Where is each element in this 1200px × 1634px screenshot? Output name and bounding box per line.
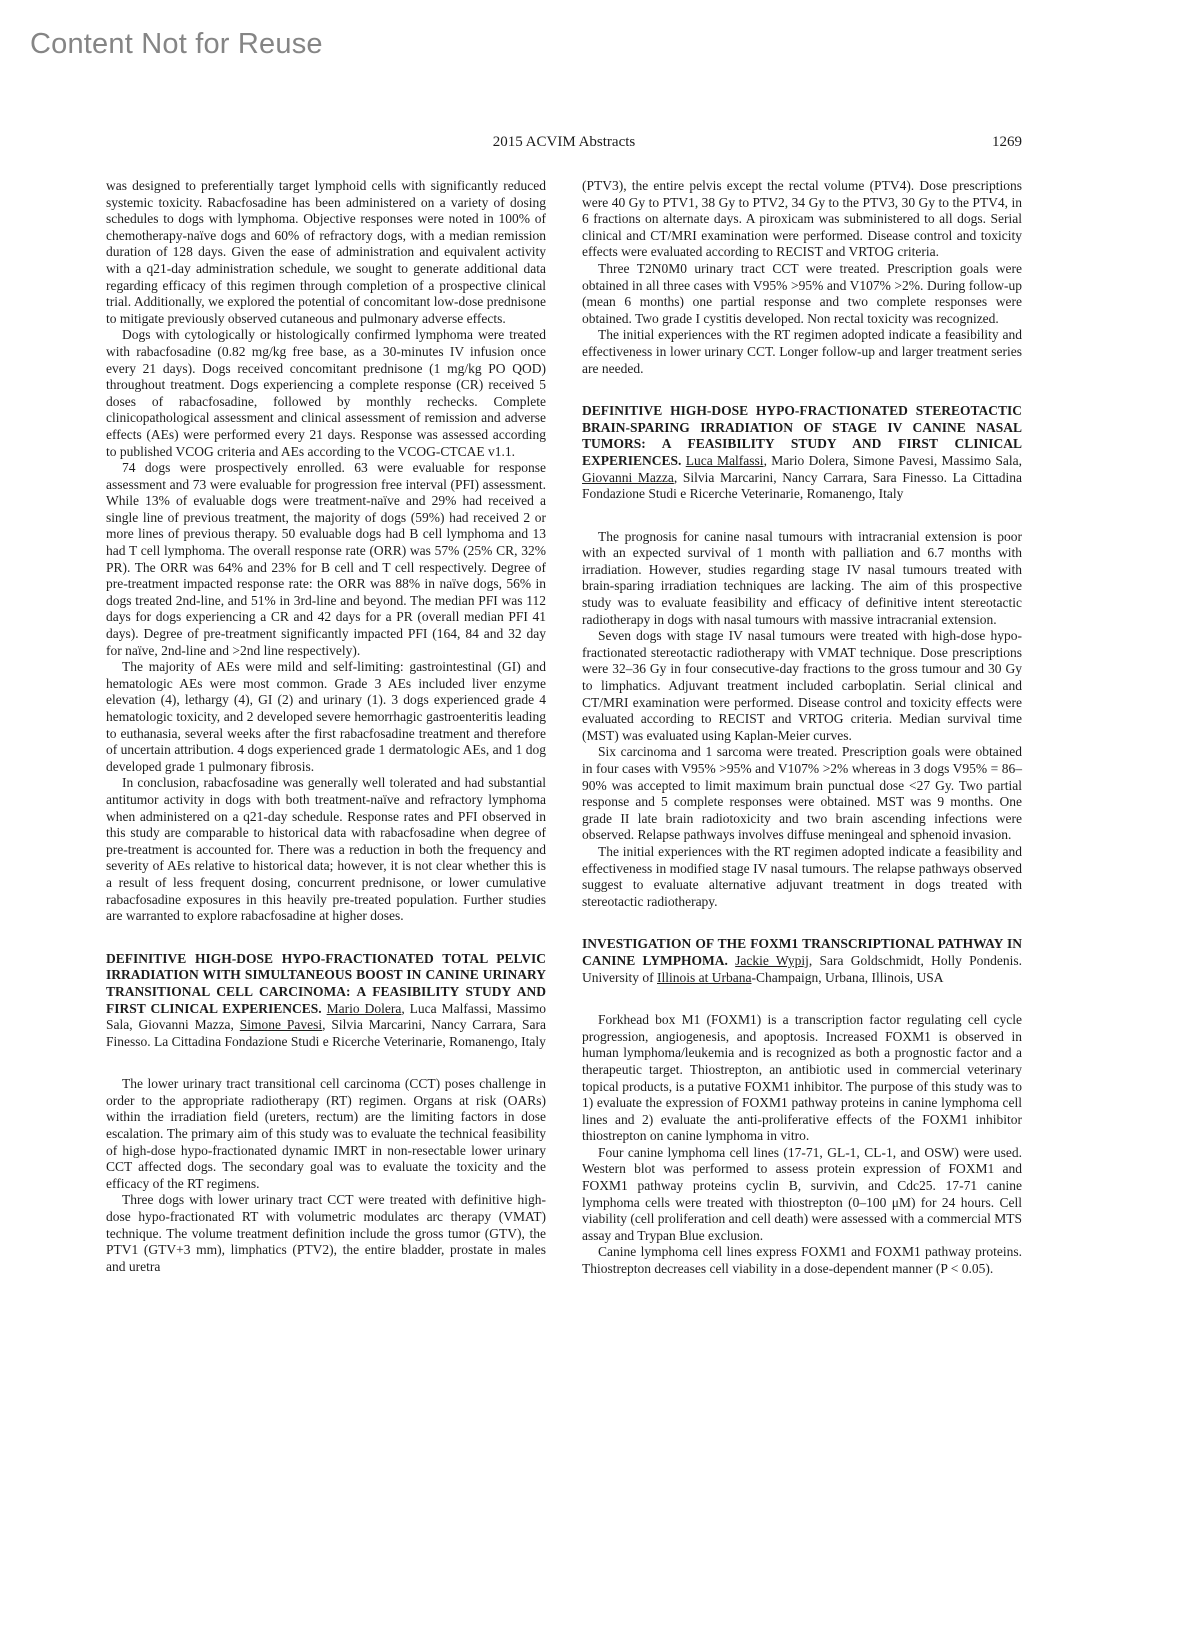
abstract-title: INVESTIGATION OF THE FOXM1 TRANSCRIPTIONAL PATHWAY IN CANINE LYMPHOMA. bbox=[582, 936, 1022, 968]
underlined-author: Simone Pavesi bbox=[239, 1017, 323, 1033]
author-list: , Luca Malfassi, Massimo Sala, Giovanni Mazza, bbox=[106, 1000, 546, 1033]
author-list: , Mario Dolera, Simone Pavesi, Massimo Sala, bbox=[763, 452, 1023, 468]
paragraph: was designed to preferentially target lymphoid cells with significantly reduced systemic toxicity. Rabacfosadine has been administered on a variety of dosing schedules to dogs with lymphoma. Objective responses were noted in 100% of chemotherapy-naïve dogs and 60% of refractory dogs, with a median remission duration of 128 days. Given the ease of administration and equivalent activity with a q21-day administration schedule, we sought to generate additional data regarding efficacy of this regimen through completion of a prospective clinical trial. Additionally, we explored the potential of concomitant low-dose prednisone to mitigate previously observed cutaneous and pulmonary adverse effects. bbox=[106, 178, 546, 326]
watermark: Content Not for Reuse bbox=[30, 28, 323, 60]
paragraph: 74 dogs were prospectively enrolled. 63 were evaluable for response assessment and 73 were evaluable for progression free interval (PFI) assessment. While 13% of evaluable dogs were treatment-naïve and 29% had received a single line of previous treatment, the majority of dogs (59%) had received 2 or more lines of previous therapy. 50 evaluable dogs had B cell lymphoma and 13 had T cell lymphoma. The overall response rate (ORR) was 57% (25% CR, 32% PR). The ORR was 64% and 23% for B cell and T cell respectively. Degree of pre-treatment impacted response rate: the ORR was 88% in naïve dogs, 56% in dogs treated 2nd-line, and 51% in 3rd-line and beyond. The median PFI was 112 days for dogs experiencing a CR and 42 days for a PR (overall median PFI 41 days). Degree of pre-treatment significantly impacted PFI (164, 84 and 32 day for naïve, 2nd-line and >2nd line respectively). bbox=[106, 460, 546, 658]
paragraph: The majority of AEs were mild and self-limiting: gastrointestinal (GI) and hematologic AEs were most common. Grade 3 AEs included liver enzyme elevation (4), lethargy (4), GI (2) and urinary (1). 3 dogs experienced grade 4 hematologic toxicity, and 2 developed severe hemorrhagic gastroenteritis leading to euthanasia, several weeks after the first rabacfosadine treatment and therefore of uncertain attribution. 4 dogs experienced grade 1 dermatologic AEs, and 1 dog developed grade 1 pulmonary fibrosis. bbox=[106, 659, 546, 774]
running-header bbox=[106, 134, 1022, 156]
author-affiliation: -Champaign, Urbana, Illinois, USA bbox=[751, 969, 944, 985]
author-affiliation: , Silvia Marcarini, Nancy Carrara, Sara Finesso. La Cittadina Fondazione Studi e Ricerche Veterinarie, Romanengo, Italy bbox=[106, 1017, 546, 1049]
paragraph: Three dogs with lower urinary tract CCT were treated with definitive high-dose hypo-fractionated RT with volumetric modulates arc therapy (VMAT) technique. The volume treatment definition include the gross tumor (GTV), the PTV1 (GTV+3 mm), limphatics (PTV2), the entire bladder, prostate in males and uretra bbox=[106, 1192, 546, 1274]
paragraph: Three T2N0M0 urinary tract CCT were treated. Prescription goals were obtained in all three cases with V95% >95% and V107% >2%. During follow-up (mean 6 months) one partial response and two complete responses were obtained. Two grade I cystitis developed. Non rectal toxicity was recognized. bbox=[582, 260, 1022, 326]
presenting-author: Luca Malfassi bbox=[685, 452, 764, 468]
abstract-title: DEFINITIVE HIGH-DOSE HYPO-FRACTIONATED TOTAL PELVIC IRRADIATION WITH SIMULTANEOUS BOOST IN CANINE URINARY TRANSITIONAL CELL CARCINOMA: A FEASIBILITY STUDY AND FIRST CLINICAL EXPERIENCES. bbox=[106, 950, 546, 1016]
paragraph: Forkhead box M1 (FOXM1) is a transcription factor regulating cell cycle progression, angiogenesis, and apoptosis. Increased FOXM1 is observed in human lymphoma/leukemia and is recognized as both a prognostic factor and a therapeutic target. Thiostrepton, an antibiotic used in commercial veterinary topical products, is a putative FOXM1 inhibitor. The purpose of this study was to 1) evaluate the expression of FOXM1 pathway proteins in canine lymphoma cell lines and 2) evaluate the anti-proliferative effects of the FOXM1 inhibitor thiostrepton on canine lymphoma in vitro. bbox=[582, 1012, 1022, 1144]
presenting-author: Jackie Wypij bbox=[735, 952, 809, 968]
paragraph: The prognosis for canine nasal tumours with intracranial extension is poor with an expected survival of 1 month with palliation and 6.7 months with irradiation. However, studies regarding stage IV nasal tumours treated with brain-sparing irradiation techniques are lacking. The aim of this prospective study was to evaluate feasibility and efficacy of definitive intent stereotactic radiotherapy in dogs with nasal tumours with massive intracranial extension. bbox=[582, 528, 1022, 627]
paragraph: Canine lymphoma cell lines express FOXM1 and FOXM1 pathway proteins. Thiostrepton decreases cell viability in a dose-dependent manner (P < 0.05). bbox=[582, 1244, 1022, 1277]
continued-abstract bbox=[106, 178, 546, 925]
abstract-heading bbox=[582, 936, 1022, 986]
underlined-author: Giovanni Mazza bbox=[582, 469, 674, 485]
paragraph: Six carcinoma and 1 sarcoma were treated. Prescription goals were obtained in four cases with V95% >95% and V107% >2% whereas in 3 dogs V95% = 86–90% was accepted to limit maximum brain punctual dose <27 Gy. Two partial response and 5 complete responses were obtained. MST was 9 months. One grade II late brain radiotoxicity and two brain ascending infections were observed. Relapse pathways involves diffuse meningeal and sphenoid invasion. bbox=[582, 744, 1022, 843]
presenting-author: Mario Dolera bbox=[326, 1000, 402, 1016]
paragraph: The lower urinary tract transitional cell carcinoma (CCT) poses challenge in order to the appropriate radiotherapy (RT) regimen. Organs at risk (OARs) within the irradiation field (ureters, rectum) are the limiting factors in dose escalation. The primary aim of this study was to evaluate the technical feasibility of high-dose hypo-fractionated dynamic IMRT in non-resectable lower urinary CCT affected dogs. The secondary goal was to evaluate the toxicity and the efficacy of the RT regimens. bbox=[106, 1076, 546, 1191]
paragraph: The initial experiences with the RT regimen adopted indicate a feasibility and effectiveness in modified stage IV nasal tumours. The relapse pathways observed suggest to evaluate alternative adjuvant treatment in dogs treated with stereotactic radiotherapy. bbox=[582, 843, 1022, 909]
journal-title: 2015 ACVIM Abstracts bbox=[492, 134, 636, 150]
abstract-foxm1 bbox=[582, 936, 1022, 1277]
underlined-author: Illinois at Urbana bbox=[657, 969, 752, 985]
abstract-heading bbox=[106, 951, 546, 1051]
right-column bbox=[582, 178, 1022, 1304]
continued-abstract-pelvic bbox=[582, 178, 1022, 377]
paragraph: In conclusion, rabacfosadine was generally well tolerated and had substantial antitumor activity in dogs with both treatment-naïve and refractory lymphoma when administered on a q21-day schedule. Response rates and PFI observed in this study are comparable to historical data with rabacfosadine when degree of pre-treatment is accounted for. There was a reduction in both the frequency and severity of AEs relative to historical data; however, it is not clear whether this is a result of less frequent dosing, concurrent prednisone, or lower cumulative rabacfosadine exposures in this heavily pre-treated population. Further studies are warranted to explore rabacfosadine at higher doses. bbox=[106, 775, 546, 924]
abstract-title: DEFINITIVE HIGH-DOSE HYPO-FRACTIONATED STEREOTACTIC BRAIN-SPARING IRRADIATION OF STAGE IV CANINE NASAL TUMORS: A FEASIBILITY STUDY AND FIRST CLINICAL EXPERIENCES. bbox=[582, 403, 1022, 468]
abstract-heading bbox=[582, 403, 1022, 503]
abstract-nasal-tumors bbox=[582, 403, 1022, 910]
left-column bbox=[106, 178, 546, 1301]
author-list: , Sara Goldschmidt, Holly Pondenis. University of bbox=[582, 952, 1022, 985]
paragraph: (PTV3), the entire pelvis except the rectal volume (PTV4). Dose prescriptions were 40 Gy to PTV1, 38 Gy to PTV2, 34 Gy to the PTV3, 30 Gy to the PTV4, in 6 fractions on alternate days. A piroxicam was subministered to all dogs. Serial clinical and CT/MRI examination were performed. Disease control and toxicity effects were evaluated according to RECIST and VRTOG criteria. bbox=[582, 178, 1022, 260]
abstract-pelvic-irradiation bbox=[106, 951, 546, 1276]
author-affiliation: , Silvia Marcarini, Nancy Carrara, Sara Finesso. La Cittadina Fondazione Studi e Ricerche Veterinarie, Romanengo, Italy bbox=[582, 469, 1022, 502]
paragraph: Four canine lymphoma cell lines (17-71, GL-1, CL-1, and OSW) were used. Western blot was performed to assess protein expression of FOXM1 and FOXM1 pathway proteins cyclin B, survivin, and Cdc25. 17-71 canine lymphoma cells were treated with thiostrepton (0–100 μM) for 24 hours. Cell viability (cell proliferation and cell death) were assessed with a commercial MTS assay and Trypan Blue exclusion. bbox=[582, 1144, 1022, 1243]
paragraph: Seven dogs with stage IV nasal tumours were treated with high-dose hypo-fractionated stereotactic radiotherapy with VMAT technique. Dose prescriptions were 32–36 Gy in four consecutive-day fractions to the gross tumour and 30 Gy to limphatics. Adjuvant treatment included carboplatin. Serial clinical and CT/MRI examination were performed. Disease control and toxicity effects were evaluated according to RECIST and VRTOG criteria. Median survival time (MST) was evaluated using Kaplan-Meier curves. bbox=[582, 628, 1022, 743]
page-number: 1269 bbox=[992, 134, 1022, 150]
paragraph: The initial experiences with the RT regimen adopted indicate a feasibility and effectiveness in lower urinary CCT. Longer follow-up and larger treatment series are needed. bbox=[582, 327, 1022, 376]
paragraph: Dogs with cytologically or histologically confirmed lymphoma were treated with rabacfosadine (0.82 mg/kg free base, as a 30-minutes IV infusion once every 21 days). Dogs received concomitant prednisone (1 mg/kg PO QOD) throughout treatment. Dogs experiencing a complete response (CR) received 5 doses of rabacfosadine, followed by monthly rechecks. Complete clinicopathological assessment and clinical assessment of remission and adverse effects (AEs) were performed every 21 days. Response was assessed according to published VCOG criteria and AEs according to the VCOG-CTCAE v1.1. bbox=[106, 327, 546, 459]
